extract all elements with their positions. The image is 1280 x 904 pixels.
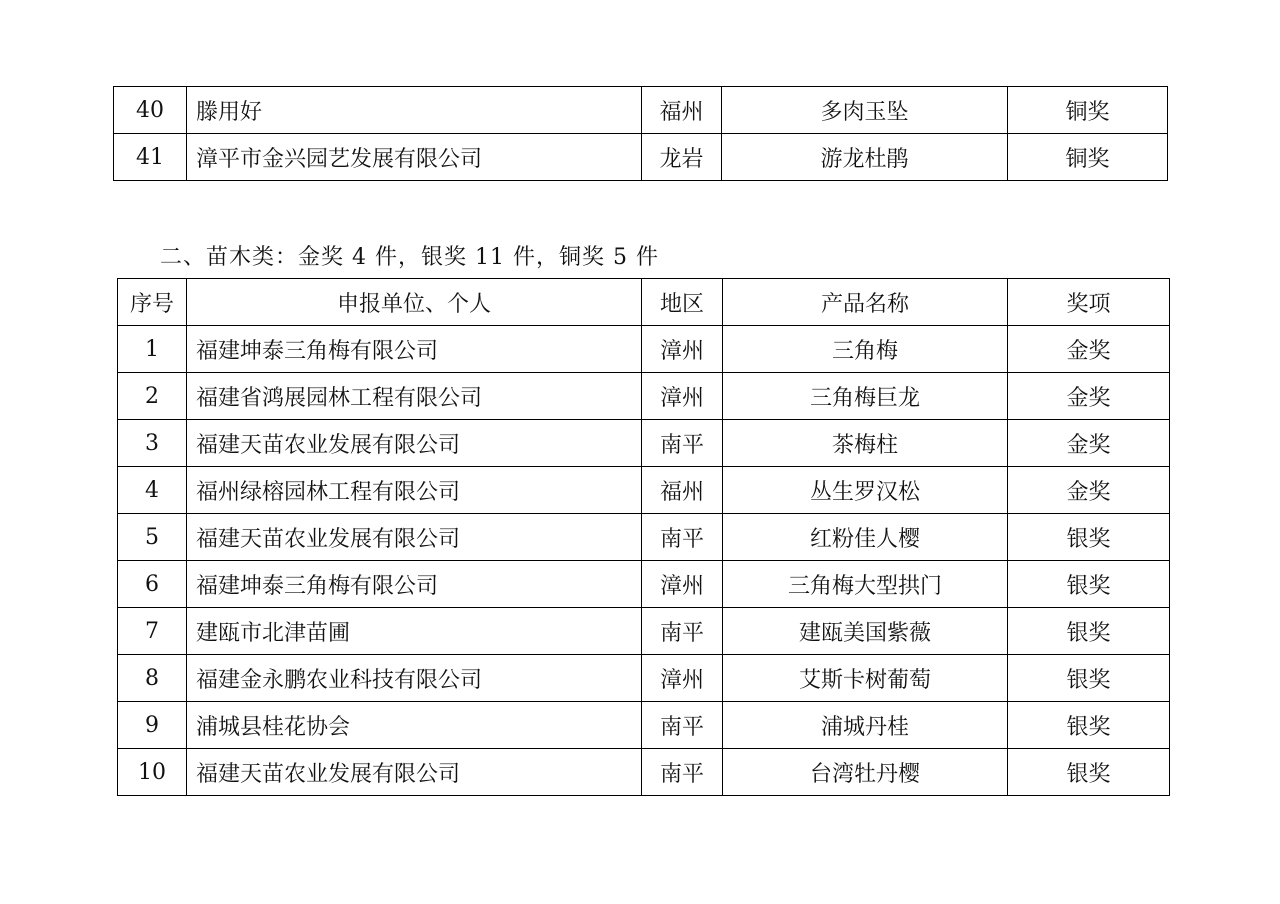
product-name: 茶梅柱 xyxy=(723,420,1008,467)
column-header-number: 序号 xyxy=(118,279,187,326)
row-number: 10 xyxy=(118,749,187,796)
product-name: 多肉玉坠 xyxy=(722,87,1008,134)
column-header-region: 地区 xyxy=(642,279,723,326)
product-name: 三角梅 xyxy=(723,326,1008,373)
award: 金奖 xyxy=(1008,420,1170,467)
row-number: 9 xyxy=(118,702,187,749)
table-row xyxy=(114,134,1168,181)
region: 南平 xyxy=(642,420,723,467)
table-row xyxy=(118,514,1170,561)
product-name: 红粉佳人樱 xyxy=(723,514,1008,561)
product-name: 三角梅巨龙 xyxy=(723,373,1008,420)
award: 金奖 xyxy=(1008,467,1170,514)
award: 金奖 xyxy=(1008,326,1170,373)
product-name: 浦城丹桂 xyxy=(723,702,1008,749)
column-header-award: 奖项 xyxy=(1008,279,1170,326)
column-header-product: 产品名称 xyxy=(723,279,1008,326)
applicant-name: 福建天苗农业发展有限公司 xyxy=(187,420,642,467)
section-heading-seedlings: 二、苗木类：金奖 4 件，银奖 11 件，铜奖 5 件 xyxy=(160,245,659,270)
award: 银奖 xyxy=(1008,514,1170,561)
region: 南平 xyxy=(642,514,723,561)
region: 龙岩 xyxy=(642,134,722,181)
seedlings-table xyxy=(117,278,1170,796)
award: 铜奖 xyxy=(1008,87,1168,134)
applicant-name: 浦城县桂花协会 xyxy=(187,702,642,749)
region: 漳州 xyxy=(642,655,723,702)
award: 银奖 xyxy=(1008,702,1170,749)
award: 金奖 xyxy=(1008,373,1170,420)
table-row xyxy=(114,87,1168,134)
region: 南平 xyxy=(642,749,723,796)
applicant-name: 福建金永鹏农业科技有限公司 xyxy=(187,655,642,702)
column-header-applicant: 申报单位、个人 xyxy=(187,279,642,326)
row-number: 41 xyxy=(114,134,187,181)
row-number: 1 xyxy=(118,326,187,373)
row-number: 7 xyxy=(118,608,187,655)
region: 漳州 xyxy=(642,326,723,373)
table-row xyxy=(118,420,1170,467)
region: 漳州 xyxy=(642,373,723,420)
table-header-row xyxy=(118,279,1170,326)
product-name: 三角梅大型拱门 xyxy=(723,561,1008,608)
table-row xyxy=(118,655,1170,702)
table-row xyxy=(118,749,1170,796)
product-name: 游龙杜鹃 xyxy=(722,134,1008,181)
applicant-name: 福建坤泰三角梅有限公司 xyxy=(187,561,642,608)
row-number: 40 xyxy=(114,87,187,134)
region: 漳州 xyxy=(642,561,723,608)
row-number: 6 xyxy=(118,561,187,608)
applicant-name: 福建天苗农业发展有限公司 xyxy=(187,514,642,561)
row-number: 4 xyxy=(118,467,187,514)
table-row xyxy=(118,326,1170,373)
applicant-name: 漳平市金兴园艺发展有限公司 xyxy=(187,134,642,181)
applicant-name: 滕用好 xyxy=(187,87,642,134)
product-name: 台湾牡丹樱 xyxy=(723,749,1008,796)
product-name: 丛生罗汉松 xyxy=(723,467,1008,514)
applicant-name: 福建天苗农业发展有限公司 xyxy=(187,749,642,796)
table-row xyxy=(118,608,1170,655)
applicant-name: 福州绿榕园林工程有限公司 xyxy=(187,467,642,514)
table-row xyxy=(118,373,1170,420)
row-number: 5 xyxy=(118,514,187,561)
award: 铜奖 xyxy=(1008,134,1168,181)
award: 银奖 xyxy=(1008,608,1170,655)
row-number: 3 xyxy=(118,420,187,467)
table-row xyxy=(118,702,1170,749)
award: 银奖 xyxy=(1008,655,1170,702)
region: 福州 xyxy=(642,467,723,514)
product-name: 建瓯美国紫薇 xyxy=(723,608,1008,655)
region: 南平 xyxy=(642,608,723,655)
row-number: 2 xyxy=(118,373,187,420)
row-number: 8 xyxy=(118,655,187,702)
applicant-name: 建瓯市北津苗圃 xyxy=(187,608,642,655)
applicant-name: 福建坤泰三角梅有限公司 xyxy=(187,326,642,373)
award: 银奖 xyxy=(1008,561,1170,608)
product-name: 艾斯卡树葡萄 xyxy=(723,655,1008,702)
region: 南平 xyxy=(642,702,723,749)
previous-section-table xyxy=(113,86,1168,181)
table-row xyxy=(118,561,1170,608)
table-row xyxy=(118,467,1170,514)
applicant-name: 福建省鸿展园林工程有限公司 xyxy=(187,373,642,420)
region: 福州 xyxy=(642,87,722,134)
award: 银奖 xyxy=(1008,749,1170,796)
